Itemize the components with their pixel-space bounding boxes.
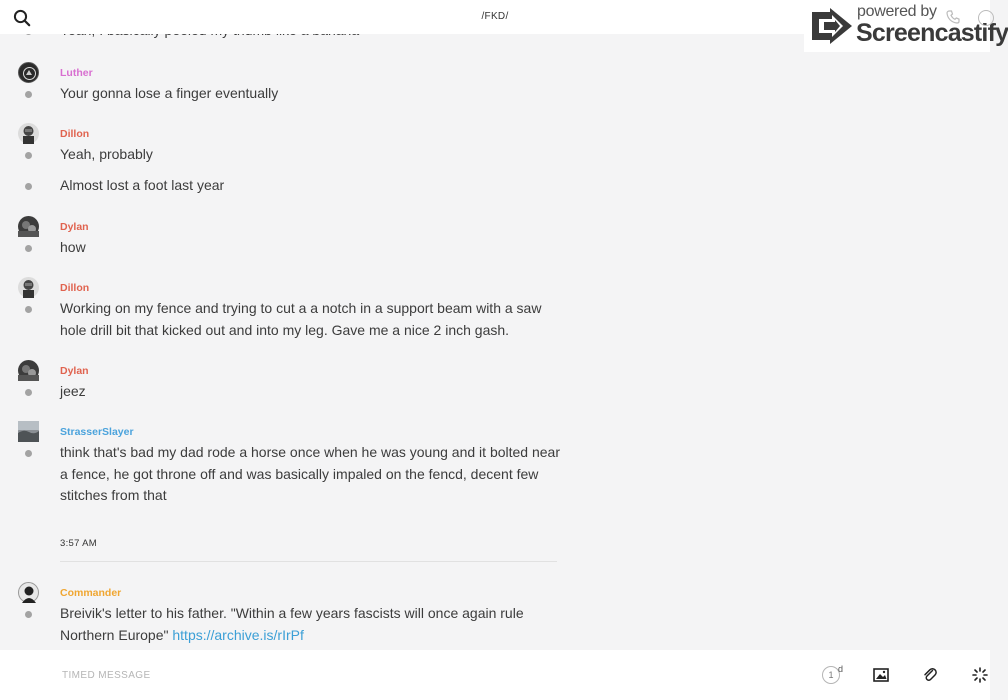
avatar[interactable] xyxy=(18,582,39,603)
message-author[interactable]: Dillon xyxy=(60,128,90,140)
message-dot xyxy=(25,245,32,252)
time-divider: 3:57 AM xyxy=(60,538,97,549)
message-text: jeez xyxy=(60,383,86,399)
avatar[interactable] xyxy=(18,62,39,83)
phone-icon[interactable] xyxy=(946,10,960,24)
image-icon[interactable] xyxy=(873,667,889,683)
divider-line xyxy=(60,561,557,562)
message-dot xyxy=(25,183,32,190)
message-text-content: Breivik's letter to his father. "Within a few years fascists will once again rule Northern Europe" xyxy=(60,605,524,643)
message-input[interactable] xyxy=(60,664,664,686)
timer-button[interactable]: 1 xyxy=(822,666,840,684)
timer-unit: d xyxy=(838,664,844,674)
message-author[interactable]: StrasserSlayer xyxy=(60,426,134,438)
avatar[interactable] xyxy=(18,277,39,298)
message-dot xyxy=(25,306,32,313)
avatar[interactable] xyxy=(18,360,39,381)
message-text: Working on my fence and trying to cut a a notch in a support beam with a saw hole drill bit that kicked out and into my leg. Gave me a nice 2 inch gash. xyxy=(60,300,542,338)
message-author[interactable]: Dylan xyxy=(60,365,89,377)
message-text xyxy=(60,603,560,646)
avatar[interactable] xyxy=(18,421,39,442)
watermark-powered-by: powered by xyxy=(857,3,937,20)
message-dot xyxy=(25,389,32,396)
message-dot xyxy=(25,450,32,457)
message-author[interactable]: Commander xyxy=(60,587,122,599)
avatar[interactable] xyxy=(18,123,39,144)
message-link[interactable]: https://archive.is/rIrPf xyxy=(172,626,304,643)
message-text: Yeah, probably xyxy=(60,146,153,162)
message-dot xyxy=(25,152,32,159)
message-text: Your gonna lose a finger eventually xyxy=(60,85,279,101)
channel-title[interactable]: /FKD/ xyxy=(481,11,509,22)
message-list[interactable] xyxy=(0,34,990,650)
screencastify-watermark xyxy=(804,0,1008,52)
info-icon[interactable] xyxy=(978,10,994,26)
message-author[interactable]: Dillon xyxy=(60,282,90,294)
watermark-brand: Screencastify xyxy=(856,19,1008,47)
composer-bar xyxy=(0,650,990,700)
screencastify-logo-icon xyxy=(810,8,854,44)
message-author[interactable]: Luther xyxy=(60,67,93,79)
message-dot xyxy=(25,91,32,98)
loading-spinner-icon[interactable] xyxy=(972,667,988,683)
attachment-icon[interactable] xyxy=(922,667,938,683)
avatar[interactable] xyxy=(18,216,39,237)
message-author[interactable]: Dylan xyxy=(60,221,89,233)
message-text: think that's bad my dad rode a horse once when he was young and it bolted near a fence, he got throne off and was basically impaled on the fencd, decent few stitches from that xyxy=(60,444,561,503)
message-text: Almost lost a foot last year xyxy=(60,177,225,193)
message-dot xyxy=(25,611,32,618)
message-text: how xyxy=(60,239,86,255)
